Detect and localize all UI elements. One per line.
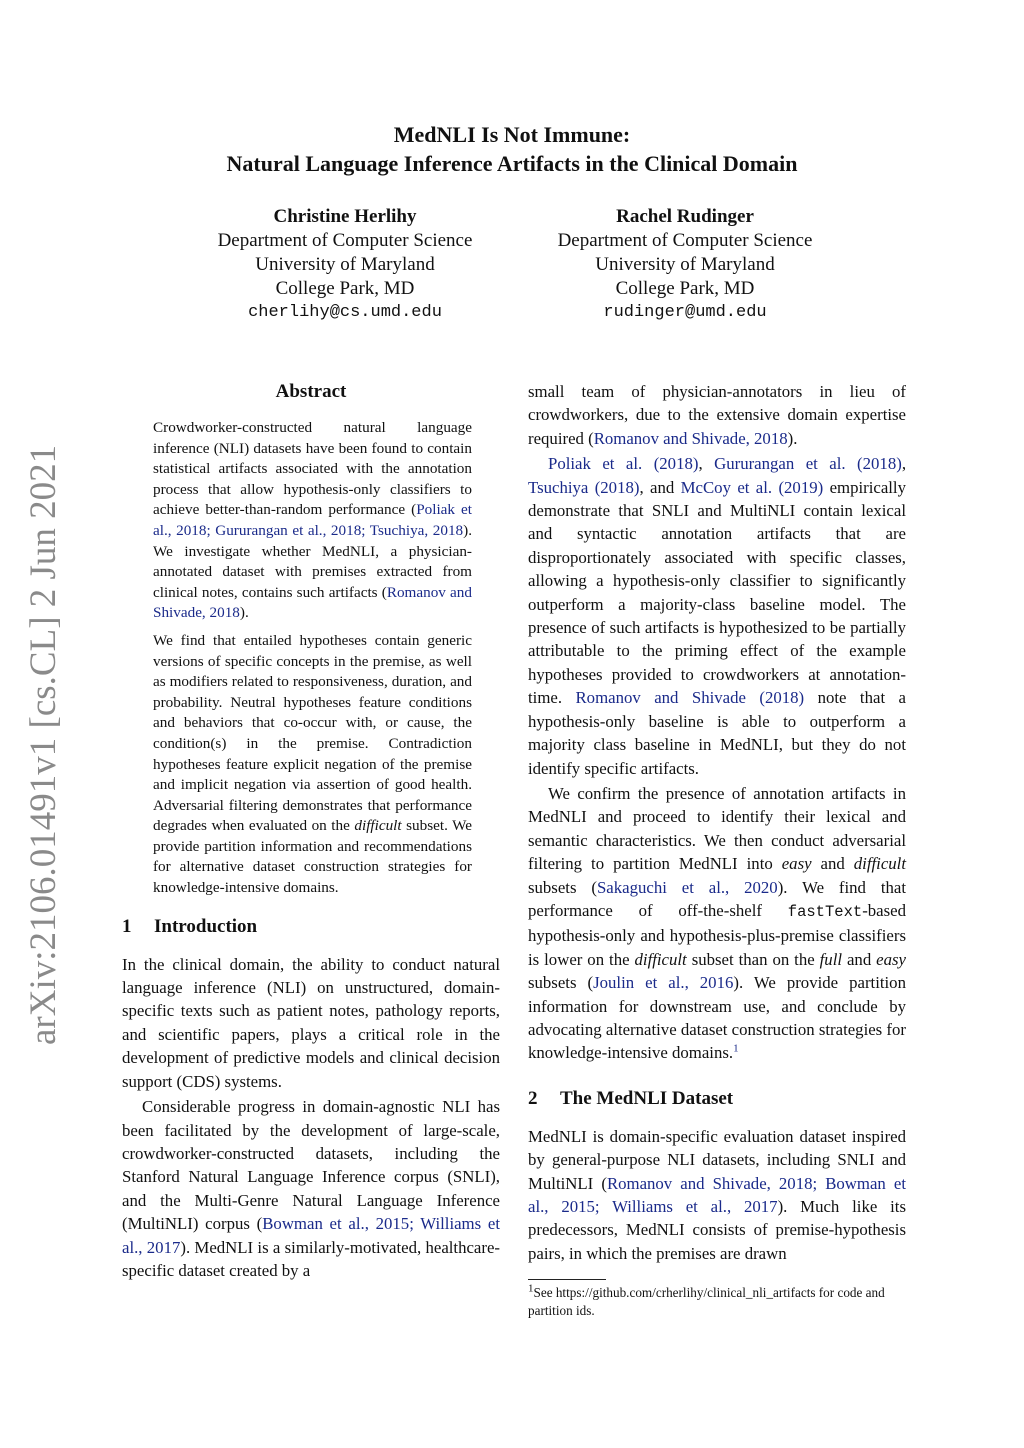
text-run: ). [787, 428, 798, 448]
author-email: rudinger@umd.edu [603, 303, 767, 322]
section-number: 1 [122, 915, 132, 937]
emphasis: easy [781, 854, 812, 874]
text-run: We find that entailed hypotheses contain generic versions of specific concepts in the premise, as well as modifiers related to responsiveness, duration, and probability. Neutral hypotheses feature conditions and behaviors that co-occur with, or cause, the condition(s) in the premise. Contradiction hypotheses feature explicit negation of the premise and implicit negation via assertion of good health. Adversarial filtering demonstrates that performance degrades when evaluated on the [153, 631, 472, 835]
text-run: We confirm the presence of annotation artifacts in MedNLI and proceed to identify their lexical and semantic characteristics. We then conduct adversarial filtering to partition MedNLI into [528, 783, 906, 874]
section-heading-mednli-dataset [528, 1087, 906, 1111]
intro-paragraph-2 [122, 1095, 500, 1282]
text-run: and [842, 949, 877, 969]
text-run: note that a hypothesis-only baseline is able to outperform a majority class baseline in MedNLI, but they do not identify specific artifacts. [528, 688, 907, 778]
text-run: , and [639, 477, 681, 497]
citation-link[interactable]: McCoy et al. (2019) [680, 477, 824, 497]
text-run: subset than on the [686, 949, 820, 969]
abstract-heading: Abstract [275, 381, 347, 402]
text-run: Crowdworker-constructed natural language inference (NLI) datasets have been found to contain statistical artifacts associated with the annotation process that allow hypothesis-only classifiers to achieve better-than-random performance ( [153, 419, 472, 519]
text-run: Considerable progress in domain-agnostic NLI has been facilitated by the development of large-scale, crowdworker-constructed datasets, including the Stanford Natural Language Inference corpus (SNLI), and the Multi-Genre Natural Language Inference (MultiNLI) corpus ( [122, 1097, 500, 1234]
footnote-divider [528, 1279, 606, 1280]
text-run: , [901, 454, 907, 474]
author-block-1 [190, 205, 500, 325]
footnote-marker[interactable]: 1 [733, 1042, 739, 1055]
abstract-paragraph-2 [153, 631, 472, 899]
emphasis: difficult [354, 817, 402, 835]
footnote-1 [528, 1284, 906, 1319]
author-city: College Park, MD [615, 278, 755, 299]
text-run: empirically demonstrate that SNLI and MultiNLI contain lexical and syntactic annotation artifacts that are disproportionately associated with specific classes, allowing a hypothesis-only classifier to significantly outperform a majority-class baseline model. The presence of such artifacts is hypothesized to be partially attributable to the priming effect of the example hypotheses provided to crowdworkers at annotation-time. [528, 477, 906, 708]
citation-link[interactable]: Sakaguchi et al., 2020 [596, 877, 778, 897]
section-number: 2 [528, 1087, 538, 1109]
text-run: ). We provide partition information for downstream use, and conclude by advocating alternative dataset construction strategies for knowledge-intensive domains. [528, 973, 906, 1063]
citation-link[interactable]: Romanov and Shivade, 2018 [153, 583, 472, 622]
text-run: ). Much like its predecessors, MedNLI consists of premise-hypothesis pairs, in which the premises are drawn [528, 1197, 906, 1263]
text-run: subsets ( [528, 877, 597, 897]
author-univ: University of Maryland [595, 254, 775, 275]
text-run: and [811, 854, 854, 874]
citation-link[interactable]: Bowman et al., 2015; Williams et al., 2017 [122, 1214, 500, 1257]
text-run: ). MedNLI is a similarly-motivated, healthcare-specific dataset created by a [122, 1237, 500, 1280]
abstract-paragraph-1 [153, 418, 472, 624]
text-run: -based hypothesis-only and hypothesis-plus-premise classifiers is lower on the [528, 900, 906, 969]
citation-link[interactable]: Poliak et al. (2018) [548, 454, 699, 474]
text-run: small team of physician-annotators in lieu of crowdworkers, due to the extensive domain expertise required ( [528, 382, 906, 448]
text-run: subset. We provide partition information and recommendations for alternative dataset construction strategies for knowledge-intensive domains. [153, 817, 473, 897]
author-block-2 [530, 205, 840, 325]
section-title: The MedNLI Dataset [560, 1087, 734, 1109]
title-line-2: Natural Language Inference Artifacts in the Clinical Domain [226, 151, 798, 176]
text-run: ). We investigate whether MedNLI, a physician-annotated dataset with premises extracted from clinical notes, contains such artifacts ( [153, 521, 472, 601]
emphasis: difficult [634, 949, 687, 969]
author-email: cherlihy@cs.umd.edu [248, 303, 442, 322]
right-paragraph-1 [528, 380, 906, 450]
citation-link[interactable]: Gururangan et al. (2018) [714, 454, 902, 474]
emphasis: difficult [853, 854, 906, 874]
paper-title [112, 120, 912, 178]
citation-link[interactable]: Romanov and Shivade (2018) [575, 688, 805, 708]
author-dept: Department of Computer Science [557, 230, 813, 251]
footnote-number: 1 [528, 1282, 534, 1295]
title-line-1: MedNLI Is Not Immune: [393, 122, 631, 147]
author-univ: University of Maryland [255, 254, 435, 275]
author-name: Rachel Rudinger [616, 206, 754, 227]
text-run: ). [239, 604, 249, 622]
right-paragraph-3 [528, 782, 906, 1065]
dataset-paragraph-1 [528, 1125, 906, 1265]
text-run: MedNLI is domain-specific evaluation dataset inspired by general-purpose NLI datasets, including SNLI and MultiNLI ( [528, 1126, 906, 1193]
author-name: Christine Herlihy [273, 206, 417, 227]
emphasis: easy [876, 949, 906, 969]
section-heading-introduction [122, 915, 500, 939]
intro-paragraph-1: In the clinical domain, the ability to conduct natural language inference (NLI) on unstructured, domain-specific texts such as patient notes, pathology reports, and scientific papers, plays a critical role in the development of predictive models and clinical decision support (CDS) systems. [122, 954, 500, 1091]
abstract-body [122, 418, 500, 899]
section-title: Introduction [154, 915, 258, 937]
emphasis: full [819, 949, 843, 969]
author-city: College Park, MD [275, 278, 415, 299]
arxiv-id: arXiv:2106.01491v1 [cs.CL] 2 Jun 2021 [23, 444, 64, 1045]
citation-link[interactable]: Romanov and Shivade, 2018 [593, 428, 788, 448]
text-run: subsets ( [528, 973, 594, 993]
citation-link[interactable]: Joulin et al., 2016 [593, 973, 734, 993]
left-column [122, 380, 500, 1282]
citation-link[interactable]: Romanov and Shivade, 2018; Bowman et al., 2015; Williams et al., 2017 [528, 1173, 907, 1216]
citation-link[interactable]: Tsuchiya (2018) [528, 477, 640, 497]
text-run: , [698, 454, 715, 474]
text-run: ). We find that performance of off-the-shelf [528, 877, 906, 920]
citation-link[interactable]: Poliak et al., 2018; Gururangan et al., 2018; Tsuchiya, 2018 [153, 501, 472, 539]
author-dept: Department of Computer Science [217, 230, 473, 251]
right-column [528, 380, 906, 1319]
footnote-text: See https://github.com/crherlihy/clinical_nli_artifacts for code and partition ids. [528, 1285, 885, 1318]
code-term: fastText [787, 902, 863, 921]
right-paragraph-2 [528, 452, 906, 780]
